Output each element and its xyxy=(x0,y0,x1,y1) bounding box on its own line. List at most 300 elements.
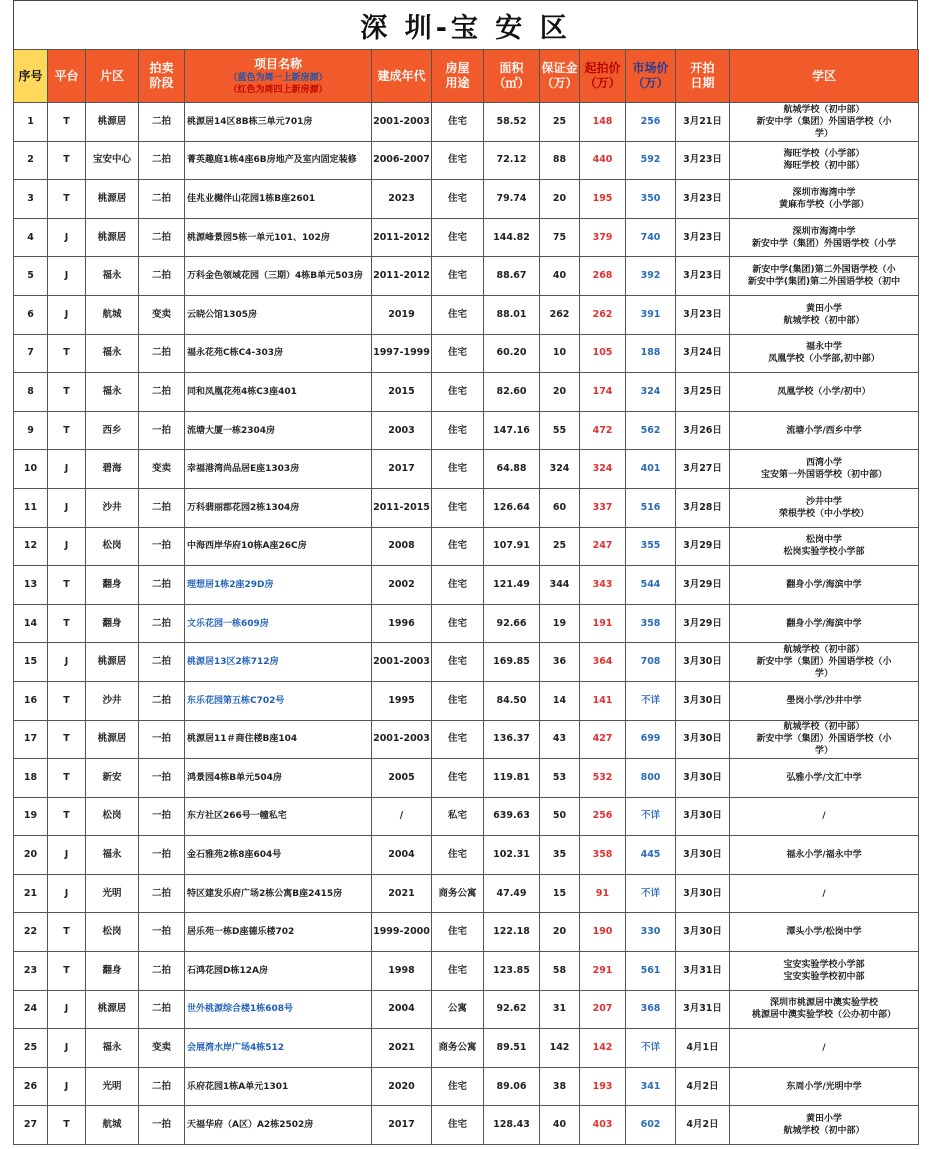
school-line: 凤凰学校（小学/初中） xyxy=(777,386,871,397)
cell-stage: 二拍 xyxy=(139,1067,185,1106)
cell-school xyxy=(730,180,919,219)
cell-district: 桃源居 xyxy=(86,103,139,142)
cell-market-price: 592 xyxy=(626,141,676,180)
cell-seq: 24 xyxy=(14,990,48,1029)
cell-school xyxy=(730,373,919,412)
cell-platform: T xyxy=(48,141,86,180)
cell-deposit: 344 xyxy=(540,566,580,605)
header-deposit-line1: 保证金 xyxy=(541,61,578,75)
cell-school xyxy=(730,295,919,334)
cell-date: 3月21日 xyxy=(676,103,730,142)
cell-platform: T xyxy=(48,913,86,952)
table-row xyxy=(14,952,919,991)
cell-date: 3月30日 xyxy=(676,759,730,798)
cell-stage: 一拍 xyxy=(139,913,185,952)
school-line: 新安中学（集团）外国语学校（小 xyxy=(756,116,892,127)
cell-date: 3月23日 xyxy=(676,295,730,334)
cell-school xyxy=(730,720,919,759)
cell-start-price: 256 xyxy=(580,797,626,836)
cell-usage: 住宅 xyxy=(432,141,484,180)
cell-stage: 变卖 xyxy=(139,1029,185,1068)
school-line: 松岗中学 xyxy=(805,535,842,546)
school-line: 翻身小学/海滨中学 xyxy=(786,579,862,590)
cell-date: 3月31日 xyxy=(676,990,730,1029)
cell-platform: J xyxy=(48,257,86,296)
cell-stage: 二拍 xyxy=(139,373,185,412)
cell-stage: 二拍 xyxy=(139,681,185,720)
cell-district: 桃源居 xyxy=(86,218,139,257)
cell-district: 航城 xyxy=(86,1106,139,1145)
cell-usage: 商务公寓 xyxy=(432,1029,484,1068)
cell-market-price: 516 xyxy=(626,488,676,527)
cell-school xyxy=(730,103,919,142)
cell-area: 82.60 xyxy=(484,373,540,412)
cell-school xyxy=(730,990,919,1029)
cell-date: 3月30日 xyxy=(676,836,730,875)
cell-year: 2020 xyxy=(372,1067,432,1106)
cell-year: 2004 xyxy=(372,990,432,1029)
cell-seq: 20 xyxy=(14,836,48,875)
auction-sheet xyxy=(13,0,918,1145)
cell-stage: 一拍 xyxy=(139,1106,185,1145)
table-row xyxy=(14,990,919,1029)
page-title: 深 圳-宝 安 区 xyxy=(360,12,571,44)
school-line: 学） xyxy=(814,746,833,757)
cell-start-price: 268 xyxy=(580,257,626,296)
school-line: 壆岗小学/沙井中学 xyxy=(786,695,862,706)
header-start-line2: （万） xyxy=(584,76,621,90)
cell-start-price: 193 xyxy=(580,1067,626,1106)
cell-year: 2001-2003 xyxy=(372,720,432,759)
cell-platform: J xyxy=(48,1067,86,1106)
header-name-label: 项目名称 xyxy=(253,56,302,71)
cell-deposit: 55 xyxy=(540,411,580,450)
cell-school xyxy=(730,836,919,875)
school-line: 福永小学/福永中学 xyxy=(786,850,862,861)
cell-stage: 二拍 xyxy=(139,257,185,296)
cell-district: 桃源居 xyxy=(86,180,139,219)
cell-usage: 住宅 xyxy=(432,295,484,334)
cell-market-price: 699 xyxy=(626,720,676,759)
cell-name: 特区建发乐府广场2栋公寓B座2415房 xyxy=(185,874,372,913)
cell-seq: 7 xyxy=(14,334,48,373)
cell-deposit: 15 xyxy=(540,874,580,913)
cell-year: 2011-2012 xyxy=(372,257,432,296)
cell-area: 102.31 xyxy=(484,836,540,875)
cell-name: 菁英趣庭1栋4座6B房地产及室内固定装修 xyxy=(185,141,372,180)
cell-year: 2002 xyxy=(372,566,432,605)
cell-platform: T xyxy=(48,720,86,759)
cell-name: 桃源居14区8B栋三单元701房 xyxy=(185,103,372,142)
cell-area: 88.67 xyxy=(484,257,540,296)
cell-deposit: 60 xyxy=(540,488,580,527)
cell-platform: J xyxy=(48,450,86,489)
table-row xyxy=(14,334,919,373)
table-row xyxy=(14,1106,919,1145)
cell-stage: 二拍 xyxy=(139,180,185,219)
cell-seq: 1 xyxy=(14,103,48,142)
school-line: 东周小学/光明中学 xyxy=(786,1081,862,1092)
cell-area: 79.74 xyxy=(484,180,540,219)
cell-district: 桃源居 xyxy=(86,643,139,682)
cell-district: 西乡 xyxy=(86,411,139,450)
cell-seq: 19 xyxy=(14,797,48,836)
cell-date: 4月1日 xyxy=(676,1029,730,1068)
cell-date: 3月27日 xyxy=(676,450,730,489)
cell-platform: T xyxy=(48,604,86,643)
cell-seq: 18 xyxy=(14,759,48,798)
cell-usage: 住宅 xyxy=(432,180,484,219)
cell-start-price: 532 xyxy=(580,759,626,798)
header-date xyxy=(676,50,730,103)
cell-deposit: 25 xyxy=(540,527,580,566)
cell-date: 3月29日 xyxy=(676,566,730,605)
cell-school xyxy=(730,643,919,682)
cell-market-price: 188 xyxy=(626,334,676,373)
cell-year: 1995 xyxy=(372,681,432,720)
cell-year: 2015 xyxy=(372,373,432,412)
header-row xyxy=(14,50,919,103)
cell-seq: 8 xyxy=(14,373,48,412)
cell-area: 122.18 xyxy=(484,913,540,952)
header-usage xyxy=(432,50,484,103)
table-row xyxy=(14,874,919,913)
cell-usage: 公寓 xyxy=(432,990,484,1029)
cell-deposit: 31 xyxy=(540,990,580,1029)
school-line: 翻身小学/海滨中学 xyxy=(786,618,862,629)
table-row xyxy=(14,604,919,643)
cell-seq: 9 xyxy=(14,411,48,450)
cell-date: 3月28日 xyxy=(676,488,730,527)
cell-stage: 二拍 xyxy=(139,952,185,991)
cell-district: 福永 xyxy=(86,257,139,296)
cell-school xyxy=(730,681,919,720)
table-row xyxy=(14,103,919,142)
table-row xyxy=(14,218,919,257)
header-stage-line1: 拍卖 xyxy=(149,61,174,75)
header-name-note-red: （红色为周四上新房源） xyxy=(228,84,328,95)
school-line: 弘雅小学/文汇中学 xyxy=(786,772,862,783)
cell-start-price: 247 xyxy=(580,527,626,566)
cell-year: 2017 xyxy=(372,1106,432,1145)
cell-name: 幸福港湾尚品居E座1303房 xyxy=(185,450,372,489)
cell-name: 金石雅苑2栋8座604号 xyxy=(185,836,372,875)
header-usage-line1: 房屋 xyxy=(445,61,470,75)
cell-school xyxy=(730,1067,919,1106)
cell-stage: 二拍 xyxy=(139,488,185,527)
cell-seq: 10 xyxy=(14,450,48,489)
school-line: 新安中学（集团）外国语学校（小学 xyxy=(751,238,896,249)
cell-area: 126.64 xyxy=(484,488,540,527)
cell-deposit: 38 xyxy=(540,1067,580,1106)
cell-district: 光明 xyxy=(86,874,139,913)
cell-area: 58.52 xyxy=(484,103,540,142)
cell-date: 3月23日 xyxy=(676,218,730,257)
school-line: 新安中学(集团)第二外国语学校（初中 xyxy=(747,277,901,288)
school-line: 宝安第一外国语学校（初中部） xyxy=(760,470,887,481)
cell-deposit: 50 xyxy=(540,797,580,836)
cell-start-price: 148 xyxy=(580,103,626,142)
cell-market-price: 341 xyxy=(626,1067,676,1106)
cell-name: 桃源居13区2栋712房 xyxy=(185,643,372,682)
cell-market-price: 不详 xyxy=(626,797,676,836)
cell-deposit: 35 xyxy=(540,836,580,875)
school-line: 新安中学（集团）外国语学校（小 xyxy=(756,734,892,745)
cell-start-price: 403 xyxy=(580,1106,626,1145)
cell-name: 流塘大厦一栋2304房 xyxy=(185,411,372,450)
cell-district: 光明 xyxy=(86,1067,139,1106)
header-market-line1: 市场价 xyxy=(632,61,669,75)
cell-platform: J xyxy=(48,1029,86,1068)
header-area xyxy=(484,50,540,103)
cell-name: 佳兆业樾伴山花园1栋B座2601 xyxy=(185,180,372,219)
cell-seq: 21 xyxy=(14,874,48,913)
cell-date: 3月23日 xyxy=(676,180,730,219)
cell-deposit: 324 xyxy=(540,450,580,489)
cell-seq: 27 xyxy=(14,1106,48,1145)
cell-usage: 住宅 xyxy=(432,952,484,991)
cell-seq: 6 xyxy=(14,295,48,334)
cell-start-price: 195 xyxy=(580,180,626,219)
cell-usage: 住宅 xyxy=(432,1067,484,1106)
cell-name: 桃源居11＃商住楼B座104 xyxy=(185,720,372,759)
cell-platform: T xyxy=(48,373,86,412)
cell-year: 2004 xyxy=(372,836,432,875)
cell-stage: 二拍 xyxy=(139,604,185,643)
cell-platform: T xyxy=(48,759,86,798)
cell-name: 桃源峰景园5栋一单元101、102房 xyxy=(185,218,372,257)
cell-district: 翻身 xyxy=(86,952,139,991)
cell-name: 同和凤凰花苑4栋C3座401 xyxy=(185,373,372,412)
cell-date: 3月30日 xyxy=(676,874,730,913)
cell-area: 89.06 xyxy=(484,1067,540,1106)
school-line: 荣根学校（中小学校） xyxy=(778,508,869,519)
cell-area: 60.20 xyxy=(484,334,540,373)
cell-market-price: 401 xyxy=(626,450,676,489)
cell-district: 松岗 xyxy=(86,913,139,952)
cell-name: 万科翡丽郡花园2栋1304房 xyxy=(185,488,372,527)
table-row xyxy=(14,411,919,450)
cell-name: 会展湾水岸广场4栋512 xyxy=(185,1029,372,1068)
table-row xyxy=(14,373,919,412)
header-district: 片区 xyxy=(86,50,139,103)
cell-deposit: 14 xyxy=(540,681,580,720)
cell-platform: J xyxy=(48,218,86,257)
table-row xyxy=(14,913,919,952)
cell-school xyxy=(730,874,919,913)
cell-area: 144.82 xyxy=(484,218,540,257)
school-line: 福永中学 xyxy=(805,342,842,353)
cell-usage: 住宅 xyxy=(432,759,484,798)
cell-area: 47.49 xyxy=(484,874,540,913)
cell-start-price: 440 xyxy=(580,141,626,180)
cell-year: 2021 xyxy=(372,1029,432,1068)
cell-stage: 变卖 xyxy=(139,450,185,489)
cell-market-price: 392 xyxy=(626,257,676,296)
cell-deposit: 75 xyxy=(540,218,580,257)
cell-district: 沙井 xyxy=(86,488,139,527)
header-school: 学区 xyxy=(730,50,919,103)
cell-usage: 私宅 xyxy=(432,797,484,836)
cell-area: 639.63 xyxy=(484,797,540,836)
table-row xyxy=(14,643,919,682)
cell-seq: 5 xyxy=(14,257,48,296)
cell-seq: 4 xyxy=(14,218,48,257)
cell-district: 航城 xyxy=(86,295,139,334)
cell-start-price: 291 xyxy=(580,952,626,991)
table-row xyxy=(14,720,919,759)
cell-stage: 二拍 xyxy=(139,643,185,682)
school-line: 宝安实验学校初中部 xyxy=(783,971,865,982)
cell-area: 123.85 xyxy=(484,952,540,991)
cell-start-price: 379 xyxy=(580,218,626,257)
cell-platform: T xyxy=(48,952,86,991)
cell-school xyxy=(730,566,919,605)
cell-area: 169.85 xyxy=(484,643,540,682)
cell-deposit: 20 xyxy=(540,180,580,219)
cell-date: 3月24日 xyxy=(676,334,730,373)
cell-year: 2003 xyxy=(372,411,432,450)
cell-start-price: 207 xyxy=(580,990,626,1029)
cell-year: 1999-2000 xyxy=(372,913,432,952)
cell-area: 88.01 xyxy=(484,295,540,334)
header-stage xyxy=(139,50,185,103)
cell-start-price: 324 xyxy=(580,450,626,489)
cell-district: 福永 xyxy=(86,836,139,875)
cell-name: 世外桃源综合楼1栋608号 xyxy=(185,990,372,1029)
cell-deposit: 20 xyxy=(540,373,580,412)
school-line: 航城学校（初中部） xyxy=(783,315,865,326)
cell-deposit: 43 xyxy=(540,720,580,759)
cell-usage: 住宅 xyxy=(432,527,484,566)
cell-school xyxy=(730,1029,919,1068)
header-seq: 序号 xyxy=(14,50,48,103)
cell-market-price: 358 xyxy=(626,604,676,643)
cell-deposit: 142 xyxy=(540,1029,580,1068)
cell-platform: T xyxy=(48,566,86,605)
cell-market-price: 562 xyxy=(626,411,676,450)
school-line: 学） xyxy=(814,128,833,139)
school-line: 海旺学校（小学部） xyxy=(783,149,865,160)
header-name-note-blue: （蓝色为周一上新房源） xyxy=(228,72,328,83)
cell-market-price: 561 xyxy=(626,952,676,991)
table-row xyxy=(14,488,919,527)
header-date-line1: 开拍 xyxy=(690,61,715,75)
cell-stage: 一拍 xyxy=(139,527,185,566)
header-platform: 平台 xyxy=(48,50,86,103)
cell-name: 鸿景园4栋B单元504房 xyxy=(185,759,372,798)
header-start-price xyxy=(580,50,626,103)
cell-seq: 11 xyxy=(14,488,48,527)
cell-platform: J xyxy=(48,643,86,682)
cell-seq: 26 xyxy=(14,1067,48,1106)
cell-seq: 16 xyxy=(14,681,48,720)
cell-platform: J xyxy=(48,836,86,875)
cell-district: 翻身 xyxy=(86,566,139,605)
cell-date: 4月2日 xyxy=(676,1067,730,1106)
cell-area: 64.88 xyxy=(484,450,540,489)
table-body xyxy=(14,103,919,1145)
cell-school xyxy=(730,257,919,296)
cell-start-price: 190 xyxy=(580,913,626,952)
cell-usage: 住宅 xyxy=(432,720,484,759)
cell-name: 东方社区266号一幢私宅 xyxy=(185,797,372,836)
cell-usage: 住宅 xyxy=(432,373,484,412)
cell-year: 2006-2007 xyxy=(372,141,432,180)
school-line: / xyxy=(822,888,826,899)
cell-stage: 二拍 xyxy=(139,566,185,605)
cell-usage: 住宅 xyxy=(432,604,484,643)
cell-school xyxy=(730,218,919,257)
cell-start-price: 142 xyxy=(580,1029,626,1068)
cell-school xyxy=(730,797,919,836)
cell-start-price: 105 xyxy=(580,334,626,373)
cell-market-price: 不详 xyxy=(626,681,676,720)
cell-year: 1998 xyxy=(372,952,432,991)
cell-year: 1997-1999 xyxy=(372,334,432,373)
cell-area: 147.16 xyxy=(484,411,540,450)
cell-name: 中海西岸华府10栋A座26C房 xyxy=(185,527,372,566)
cell-district: 宝安中心 xyxy=(86,141,139,180)
cell-district: 碧海 xyxy=(86,450,139,489)
cell-stage: 一拍 xyxy=(139,759,185,798)
cell-date: 3月23日 xyxy=(676,257,730,296)
header-start-line1: 起拍价 xyxy=(584,61,621,75)
cell-school xyxy=(730,411,919,450)
school-line: 新安中学（集团）外国语学校（小 xyxy=(756,657,892,668)
cell-date: 3月26日 xyxy=(676,411,730,450)
table-row xyxy=(14,180,919,219)
table-row xyxy=(14,257,919,296)
cell-name: 万科金色领域花园（三期）4栋B单元503房 xyxy=(185,257,372,296)
cell-stage: 变卖 xyxy=(139,295,185,334)
cell-school xyxy=(730,488,919,527)
cell-school xyxy=(730,759,919,798)
cell-market-price: 330 xyxy=(626,913,676,952)
cell-area: 121.49 xyxy=(484,566,540,605)
cell-start-price: 262 xyxy=(580,295,626,334)
cell-school xyxy=(730,952,919,991)
cell-date: 3月30日 xyxy=(676,720,730,759)
header-deposit xyxy=(540,50,580,103)
cell-year: 2023 xyxy=(372,180,432,219)
cell-seq: 15 xyxy=(14,643,48,682)
cell-school xyxy=(730,604,919,643)
cell-school xyxy=(730,1106,919,1145)
cell-usage: 住宅 xyxy=(432,681,484,720)
cell-name: 居乐苑一栋D座德乐楼702 xyxy=(185,913,372,952)
table-row xyxy=(14,1067,919,1106)
cell-platform: J xyxy=(48,295,86,334)
table-row xyxy=(14,1029,919,1068)
cell-name: 理想居1栋2座29D房 xyxy=(185,566,372,605)
cell-platform: J xyxy=(48,990,86,1029)
cell-seq: 23 xyxy=(14,952,48,991)
school-line: 桃源居中澳实验学校（公办初中部） xyxy=(751,1010,896,1021)
school-line: / xyxy=(822,811,826,822)
cell-market-price: 708 xyxy=(626,643,676,682)
school-line: 宝安实验学校小学部 xyxy=(783,959,865,970)
cell-date: 3月30日 xyxy=(676,913,730,952)
school-line: 新安中学(集团)第二外国语学校（小 xyxy=(752,265,896,276)
table-row xyxy=(14,450,919,489)
cell-district: 福永 xyxy=(86,334,139,373)
cell-start-price: 358 xyxy=(580,836,626,875)
cell-start-price: 427 xyxy=(580,720,626,759)
cell-school xyxy=(730,527,919,566)
header-name xyxy=(185,50,372,103)
cell-platform: J xyxy=(48,527,86,566)
